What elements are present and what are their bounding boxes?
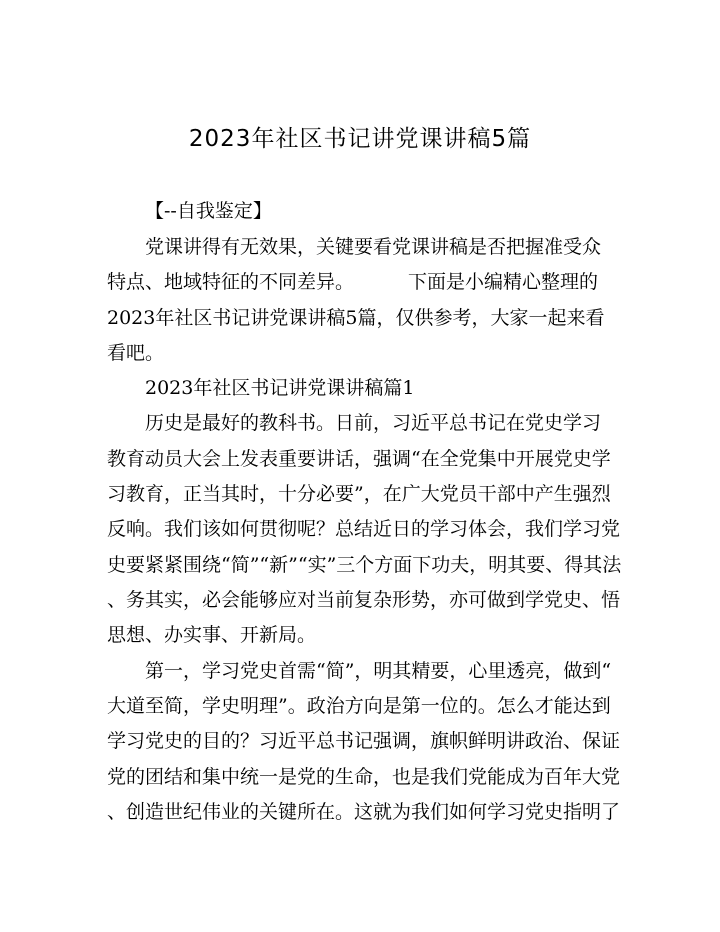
document-title: 2023年社区书记讲党课讲稿5篇: [188, 126, 532, 152]
paragraph-line: 党课讲得有无效果，关键要看党课讲稿是否把握准受众: [145, 236, 602, 258]
paragraph-line: 、务其实，必会能够应对当前复杂形势，亦可做到学党史、悟: [107, 589, 621, 611]
paragraph-line: 教育动员大会上发表重要讲话，强调“在全党集中开展党史学: [107, 448, 611, 470]
paragraph-line: 党的团结和集中统一是党的生命，也是我们党能成为百年大党: [107, 766, 621, 788]
section-tag: 【--自我鉴定】: [145, 200, 272, 222]
paragraph-line: 下面是小编精心整理的: [408, 271, 599, 293]
paragraph-line: 历史是最好的教科书。日前，习近平总书记在党史学习: [145, 412, 602, 434]
paragraph-line: 、创造世纪伟业的关键所在。这就为我们如何学习党史指明了: [107, 801, 621, 823]
paragraph-line: 学习党史的目的？习近平总书记强调，旗帜鲜明讲政治、保证: [107, 730, 621, 752]
paragraph-line: 史要紧紧围绕“简”“新”“实”三个方面下功夫，明其要、得其法: [107, 554, 622, 576]
paragraph-line: 反响。我们该如何贯彻呢？总结近日的学习体会，我们学习党: [107, 518, 621, 540]
paragraph-line: 第一，学习党史首需“简”，明其精要，心里透亮，做到“: [145, 660, 612, 682]
paragraph-line: 思想、办实事、开新局。: [107, 624, 317, 646]
paragraph-line: 看吧。: [107, 342, 165, 364]
paragraph-line: 特点、地域特征的不同差异。: [107, 271, 355, 293]
paragraph-line: 习教育，正当其时，十分必要”，在广大党员干部中产生强烈: [107, 483, 611, 505]
paragraph-line: 大道至简，学史明理”。政治方向是第一位的。怎么才能达到: [107, 695, 611, 717]
section-heading: 2023年社区书记讲党课讲稿篇1: [145, 377, 415, 399]
paragraph-line: 2023年社区书记讲党课讲稿5篇，仅供参考，大家一起来看: [107, 307, 605, 329]
